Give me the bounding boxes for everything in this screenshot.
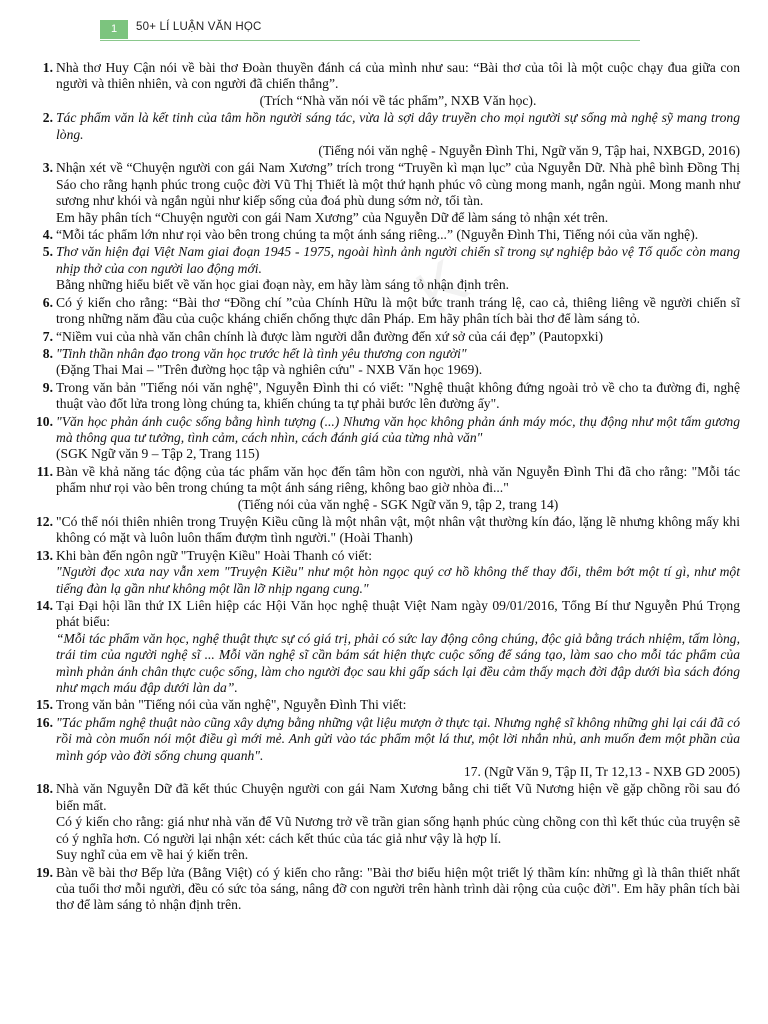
item-text: Thơ văn hiện đại Việt Nam giai đoạn 1945 - 1975, ngoài hình ảnh người chiến sĩ trong sự nghiệp bảo vệ Tổ quốc còn mang nhịp thở của con người lao động mới. bbox=[56, 244, 740, 276]
item-text: Bằng những hiểu biết về văn học giai đoạn này, em hãy làm sáng tỏ nhận định trên. bbox=[56, 277, 510, 293]
item-text: Tại Đại hội lần thứ IX Liên hiệp các Hội Văn học nghệ thuật Việt Nam ngày 09/01/2016, Tổng Bí thư Nguyễn Phú Trọng phát biểu: bbox=[56, 598, 740, 630]
item-number: 13. bbox=[36, 547, 53, 563]
list-item bbox=[29, 380, 740, 413]
item-text: Bàn về bài thơ Bếp lửa (Bằng Việt) có ý kiến cho rằng: "Bài thơ biểu hiện một triết lý thầm kín: những gì là thân thiết nhất của tuổi thơ mỗi người, đều có sức tỏa sáng, nâng đỡ con người trên hành trình dài rộng của cuộc đời". Em hãy phân tích bài thơ để làm sáng tỏ nhận định trên. bbox=[56, 864, 740, 913]
item-text: "Tác phẩm nghệ thuật nào cũng xây dựng bằng những vật liệu mượn ở thực tại. Nhưng nghệ sĩ không những ghi lại cái đã có rồi mà còn muốn nói một điều gì mới mẻ. Anh gửi vào tác phẩm một lá thư, một lời nhắn nhủ, anh muốn đem một phần của mình góp vào đời sống chung quanh". bbox=[56, 714, 740, 763]
header-divider bbox=[100, 40, 640, 41]
item-text: Suy nghĩ của em về hai ý kiến trên. bbox=[56, 847, 249, 863]
list-item bbox=[29, 715, 740, 781]
item-number: 16. bbox=[36, 714, 53, 730]
item-number: 12. bbox=[36, 513, 53, 529]
item-text: Trong văn bản "Tiếng nói của văn nghệ", Nguyễn Đình Thi viết: bbox=[56, 697, 407, 713]
item-text: "Có thể nói thiên nhiên trong Truyện Kiều cũng là một nhân vật, một nhân vật thường kín đáo, lặng lẽ nhưng không mấy khi không có mặt và luôn luôn thấm đượm tình người." (Hoài Thanh) bbox=[56, 513, 740, 546]
item-text: Nhà thơ Huy Cận nói về bài thơ Đoàn thuyền đánh cá của mình như sau: “Bài thơ của tôi là một cuộc chạy đua giữa con người và thiên nhiên, và con người đã chiến thắng”. bbox=[56, 60, 740, 92]
watermark: K bbox=[403, 245, 480, 329]
list-item bbox=[29, 160, 740, 226]
list-item bbox=[29, 548, 740, 597]
list-item bbox=[29, 346, 740, 379]
list-item bbox=[29, 227, 740, 243]
list-item bbox=[29, 697, 740, 713]
page-number: 1 bbox=[100, 20, 128, 39]
list-item bbox=[29, 60, 740, 109]
item-number: 4. bbox=[42, 227, 53, 243]
item-text: Tác phẩm văn là kết tinh của tâm hồn người sáng tác, vừa là sợi dây truyền cho mọi người sự sống mà nghệ sỹ mang trong lòng. bbox=[56, 110, 740, 142]
item-number: 7. bbox=[42, 328, 53, 344]
item-text: 17. (Ngữ Văn 9, Tập II, Tr 12,13 - NXB GD 2005) bbox=[463, 764, 740, 780]
item-number: 10. bbox=[36, 413, 53, 429]
list-item bbox=[29, 598, 740, 696]
item-text: "Người đọc xưa nay vẫn xem "Truyện Kiều" như một hòn ngọc quý cơ hồ không thể thay đổi, thêm bớt một tí gì, như một tiếng đàn lạ gần như không một lần lỡ nhịp ngang cung." bbox=[56, 564, 740, 596]
item-text: Nhà văn Nguyễn Dữ đã kết thúc Chuyện người con gái Nam Xương bằng chi tiết Vũ Nương hiện về gặp chồng rồi sau đó biến mất. bbox=[56, 781, 740, 813]
item-text: “Mỗi tác phẩm văn học, nghệ thuật thực sự có giá trị, phải có sức lay động công chúng, độc giả bằng trách nhiệm, tấm lòng, trái tim của người nghệ sĩ ... Mỗi văn nghệ sĩ cần bám sát hiện thực cuộc sống để sáng tạo, làm sao cho mỗi tác phẩm của mình phản ánh chân thực cuộc sống, làm cho người đọc sau khi gấp sách lại đều cảm thấy mạch đời đập dưới bìa sách đóng như mạch máu đập dưới làn da”. bbox=[56, 630, 740, 696]
item-text: "Văn học phản ánh cuộc sống bằng hình tượng (...) Nhưng văn học không phản ánh máy móc, thụ động như một tấm gương mà thông qua tư tưởng, tình cảm, cách nhìn, cách đánh giá của từng nhà văn" bbox=[56, 413, 740, 445]
header-title: 50+ LÍ LUẬN VĂN HỌC bbox=[136, 21, 262, 33]
list-item bbox=[29, 414, 740, 463]
item-number: 18. bbox=[36, 781, 53, 797]
item-number: 19. bbox=[36, 864, 53, 880]
item-number: 1. bbox=[42, 60, 53, 75]
item-number: 15. bbox=[36, 697, 53, 713]
item-number: 8. bbox=[42, 345, 53, 361]
document-body bbox=[29, 60, 740, 915]
item-number: 2. bbox=[42, 110, 53, 126]
list-item bbox=[29, 329, 740, 345]
item-text: (Tiếng nói của văn nghệ - SGK Ngữ văn 9, tập 2, trang 14) bbox=[237, 496, 559, 512]
item-text: Nhận xét về “Chuyện người con gái Nam Xương” trích trong “Truyền kì mạn lục” của Nguyễn Dữ. Nhà phê bình Đồng Thị Sáo cho rằng hạnh phúc trong cuộc đời Vũ Thị Thiết là một thứ hạnh phúc vô cùng mong manh, ngắn ngủi. Mong manh như sương như khói và ngắn ngủi như kiếp sống của đoá phù dung sớm nở, tối tàn. bbox=[56, 160, 740, 209]
item-number: 6. bbox=[42, 294, 53, 310]
item-text: "Tinh thần nhân đạo trong văn học trước hết là tình yêu thương con người" bbox=[56, 345, 467, 361]
list-item bbox=[29, 514, 740, 547]
item-text: Có ý kiến cho rằng: giá như nhà văn để Vũ Nương trở về trần gian sống hạnh phúc cùng chồng con thì kết thúc của truyện sẽ có ý nghĩa hơn. Có người lại nhận xét: cách kết thúc của tác giả như vậy là hợp lí. bbox=[56, 814, 740, 846]
item-text: (Tiếng nói văn nghệ - Nguyễn Đình Thi, Ngữ văn 9, Tập hai, NXBGD, 2016) bbox=[318, 143, 740, 159]
list-item bbox=[29, 295, 740, 328]
item-number: 5. bbox=[42, 244, 53, 260]
item-text: (Đặng Thai Mai – "Trên đường học tập và nghiên cứu" - NXB Văn học 1969). bbox=[56, 362, 483, 378]
list-item bbox=[29, 464, 740, 513]
item-text: Khi bàn đến ngôn ngữ "Truyện Kiều" Hoài Thanh có viết: bbox=[56, 547, 372, 563]
item-number: 14. bbox=[36, 598, 53, 613]
item-text: “Niềm vui của nhà văn chân chính là được làm người dẫn đường đến xứ sở của cái đẹp” (Pautopxki) bbox=[56, 328, 604, 344]
item-text: Bàn về khả năng tác động của tác phẩm văn học đến tâm hồn con người, nhà văn Nguyễn Đình Thi đã cho rằng: "Mỗi tác phẩm như rọi vào bên trong chúng ta một ánh sáng riêng, không bao giờ nhòa đi..." bbox=[56, 463, 740, 496]
list-item bbox=[29, 781, 740, 863]
page-header bbox=[0, 0, 768, 40]
list-item bbox=[29, 865, 740, 914]
item-text: Em hãy phân tích “Chuyện người con gái Nam Xương” của Nguyễn Dữ để làm sáng tỏ nhận xét trên. bbox=[56, 209, 609, 225]
item-number: 9. bbox=[42, 379, 53, 395]
item-number: 11. bbox=[36, 463, 53, 479]
item-text: Có ý kiến cho rằng: “Bài thơ “Đồng chí ”của Chính Hữu là một bức tranh tráng lệ, cao cả, thiêng liêng về người chiến sĩ trong những năm đầu của cuộc kháng chiến chống thực dân Pháp. Em hãy phân tích bài thơ để làm sáng tỏ. bbox=[56, 294, 740, 327]
list-item bbox=[29, 110, 740, 159]
item-text: (Trích “Nhà văn nói về tác phẩm”, NXB Văn học). bbox=[259, 92, 537, 108]
item-text: (SGK Ngữ văn 9 – Tập 2, Trang 115) bbox=[56, 446, 260, 462]
item-text: Trong văn bản "Tiếng nói văn nghệ", Nguyễn Đình thi có viết: "Nghệ thuật không đứng ngoài trỏ về cho ta đường đi, nghệ thuật vào đốt lửa trong lòng chúng ta, khiến chúng ta tự phải bước lên đường ấy". bbox=[56, 379, 740, 412]
list-item bbox=[29, 244, 740, 293]
item-text: “Mỗi tác phẩm lớn như rọi vào bên trong chúng ta một ánh sáng riêng...” (Nguyễn Đình Thi, Tiếng nói của văn nghệ). bbox=[56, 227, 699, 243]
item-number: 3. bbox=[42, 160, 53, 176]
